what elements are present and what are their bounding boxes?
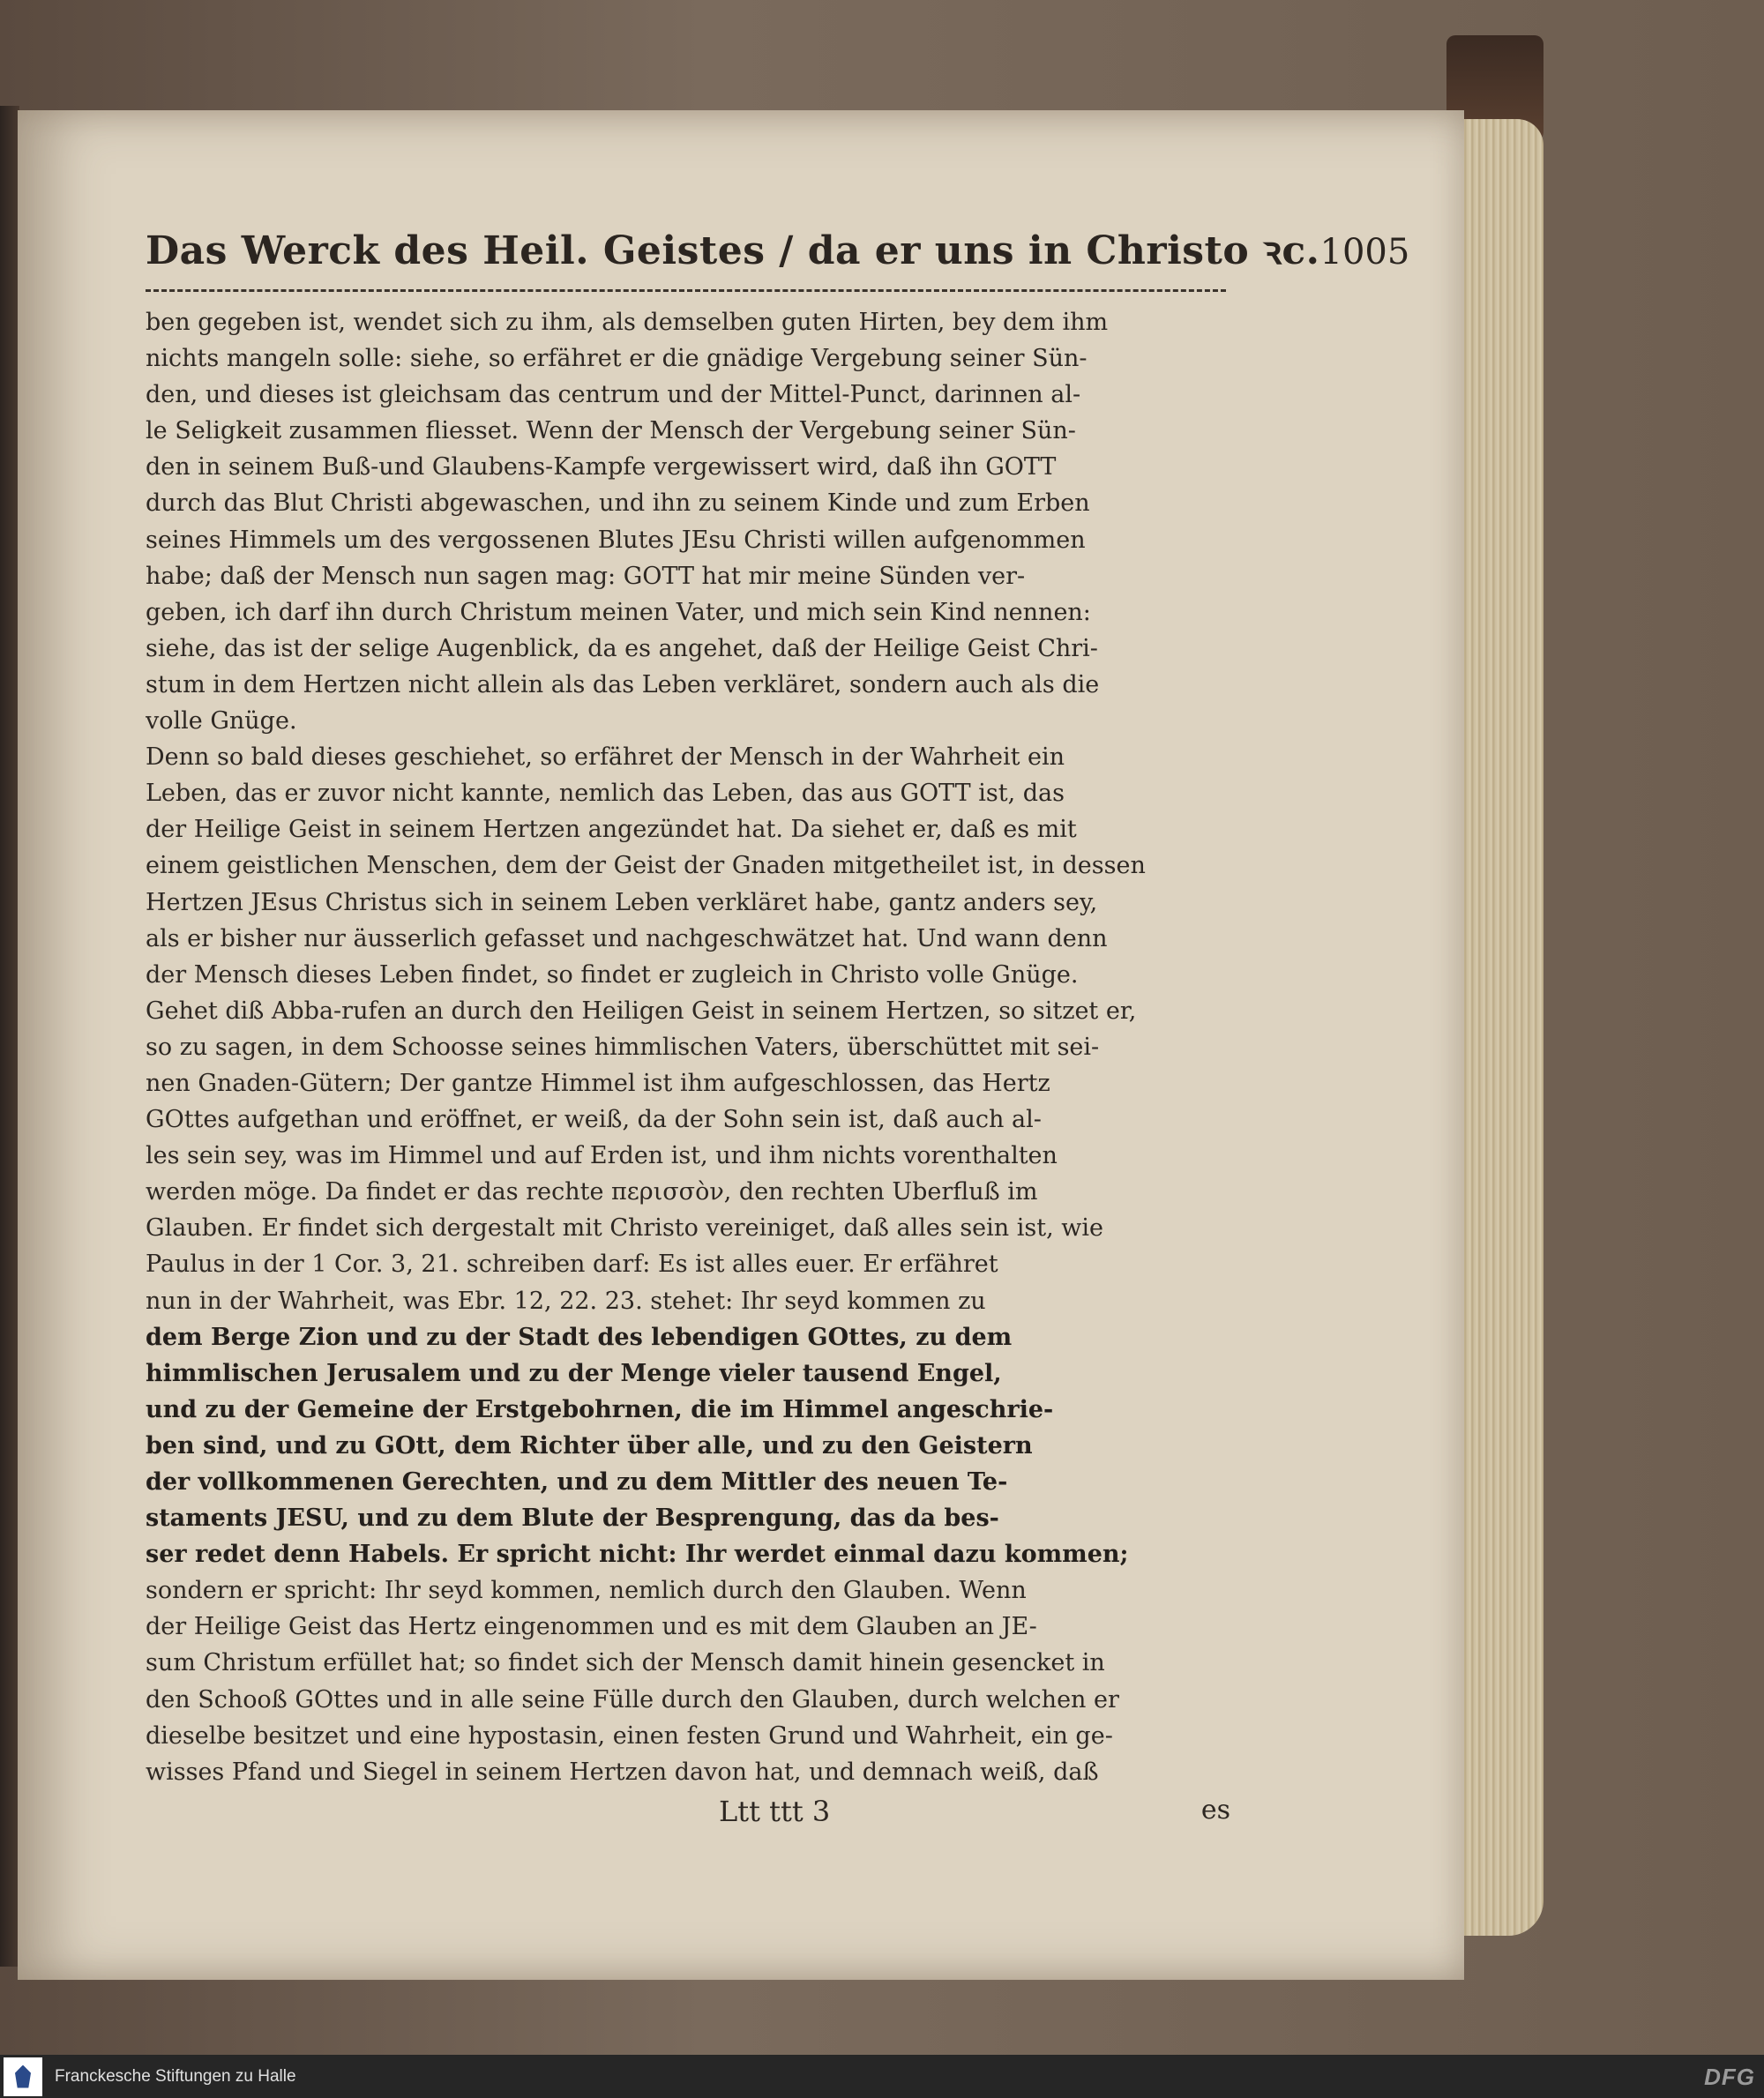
- text-line: les sein sey, was im Himmel und auf Erden ist, und ihm nichts vorenthalten: [146, 1142, 1058, 1170]
- page-number: 1005: [1319, 232, 1410, 273]
- text-line: sum Christum erfüllet hat; so findet sich der Mensch damit hinein gesencket in: [146, 1649, 1105, 1677]
- text-line: volle Gnüge.: [146, 707, 297, 735]
- logo-mark: [15, 2065, 31, 2088]
- text-line: ser redet denn Habels. Er spricht nicht: Ihr werdet einmal dazu kommen;: [146, 1541, 1129, 1569]
- text-line: dieselbe besitzet und eine hypostasin, einen festen Grund und Wahrheit, ein ge-: [146, 1721, 1113, 1750]
- text-line: den, und dieses ist gleichsam das centrum und der Mittel-Punct, darinnen al-: [146, 381, 1081, 409]
- text-line: seines Himmels um des vergossenen Blutes JEsu Christi willen aufgenommen: [146, 526, 1086, 554]
- text-line: der vollkommenen Gerechten, und zu dem Mittler des neuen Te-: [146, 1468, 1008, 1496]
- text-line: siehe, das ist der selige Augenblick, da es angehet, daß der Heilige Geist Chri-: [146, 634, 1098, 662]
- text-line: Hertzen JEsus Christus sich in seinem Leben verkläret habe, gantz anders sey,: [146, 888, 1098, 916]
- text-line: stum in dem Hertzen nicht allein als das Leben verkläret, sondern auch als die: [146, 670, 1100, 698]
- signature-mark: Ltt ttt 3: [719, 1795, 831, 1828]
- page-footer: [146, 1795, 1230, 1839]
- text-line: geben, ich darf ihn durch Christum meinen Vater, und mich sein Kind nennen:: [146, 598, 1091, 626]
- text-line: sondern er spricht: Ihr seyd kommen, nemlich durch den Glauben. Wenn: [146, 1577, 1027, 1605]
- text-line: Glauben. Er findet sich dergestalt mit Christo vereiniget, daß alles sein ist, wie: [146, 1214, 1103, 1243]
- text-line: ben gegeben ist, wendet sich zu ihm, als demselben guten Hirten, bey dem ihm: [146, 309, 1109, 336]
- dfg-logo[interactable]: DFG: [1704, 2064, 1755, 2090]
- text-line: so zu sagen, in dem Schoosse seines himmlischen Vaters, überschüttet mit sei-: [146, 1033, 1100, 1061]
- text-line: der Heilige Geist in seinem Hertzen angezündet hat. Da siehet er, daß es mit: [146, 816, 1077, 844]
- text-line: Gehet diß Abba-rufen an durch den Heiligen Geist in seinem Hertzen, so sitzet er,: [146, 997, 1137, 1025]
- text-line: durch das Blut Christi abgewaschen, und ihn zu seinem Kinde und zum Erben: [146, 489, 1090, 518]
- text-line: ben sind, und zu GOtt, dem Richter über alle, und zu den Geistern: [146, 1431, 1033, 1460]
- text-line: und zu der Gemeine der Erstgebohrnen, die im Himmel angeschrie-: [146, 1395, 1054, 1423]
- text-line: habe; daß der Mensch nun sagen mag: GOTT hat mir meine Sünden ver-: [146, 562, 1026, 590]
- header-rule: [146, 289, 1226, 292]
- text-line: le Seligkeit zusammen fliesset. Wenn der Mensch der Vergebung seiner Sün-: [146, 417, 1076, 445]
- text-line: der Heilige Geist das Hertz eingenommen und es mit dem Glauben an JE-: [146, 1613, 1037, 1641]
- text-line: dem Berge Zion und zu der Stadt des lebendigen GOttes, zu dem: [146, 1323, 1013, 1351]
- catchword: es: [1200, 1795, 1230, 1825]
- text-line: nun in der Wahrheit, was Ebr. 12, 22. 23. stehet: Ihr seyd kommen zu: [146, 1287, 986, 1315]
- text-line: einem geistlichen Menschen, dem der Geist der Gnaden mitgetheilet ist, in dessen: [146, 852, 1146, 880]
- text-line: den in seinem Buß-und Glaubens-Kampfe vergewissert wird, daß ihn GOTT: [146, 453, 1057, 482]
- text-line: Leben, das er zuvor nicht kannte, nemlich das Leben, das aus GOTT ist, das: [146, 780, 1065, 808]
- book-cover-left-edge: [0, 106, 19, 1967]
- institution-name: Franckesche Stiftungen zu Halle: [55, 2066, 296, 2086]
- text-line: Paulus in der 1 Cor. 3, 21. schreiben darf: Es ist alles euer. Er erfähret: [146, 1251, 998, 1279]
- text-line: staments JESU, und zu dem Blute der Besprengung, das da bes-: [146, 1504, 999, 1533]
- institution-logo-icon[interactable]: [4, 2057, 42, 2096]
- text-line: nichts mangeln solle: siehe, so erfähret er die gnädige Vergebung seiner Sün-: [146, 345, 1088, 373]
- text-line: GOttes aufgethan und eröffnet, er weiß, da der Sohn sein ist, daß auch al-: [146, 1106, 1042, 1134]
- text-line: Denn so bald dieses geschiehet, so erfähret der Mensch in der Wahrheit ein: [146, 743, 1065, 772]
- text-line: himmlischen Jerusalem und zu der Menge vieler tausend Engel,: [146, 1359, 1002, 1387]
- running-head: Das Werck des Heil. Geistes / da er uns in Christo ꝛc.: [146, 228, 1320, 273]
- text-line: werden möge. Da findet er das rechte περισσὸν, den rechten Uberfluß im: [146, 1178, 1038, 1206]
- text-line: nen Gnaden-Gütern; Der gantze Himmel ist ihm aufgeschlossen, das Hertz: [146, 1069, 1050, 1097]
- text-line: als er bisher nur äusserlich gefasset und nachgeschwätzet hat. Und wann denn: [146, 924, 1108, 952]
- page-header: [146, 222, 1410, 288]
- body-text: [146, 304, 1230, 1790]
- viewer-footer-bar: [0, 2055, 1764, 2098]
- text-line: wisses Pfand und Siegel in seinem Hertzen davon hat, und demnach weiß, daß: [146, 1758, 1099, 1786]
- text-line: der Mensch dieses Leben findet, so findet er zugleich in Christo volle Gnüge.: [146, 960, 1079, 989]
- text-line: den Schooß GOttes und in alle seine Fülle durch den Glauben, durch welchen er: [146, 1685, 1119, 1713]
